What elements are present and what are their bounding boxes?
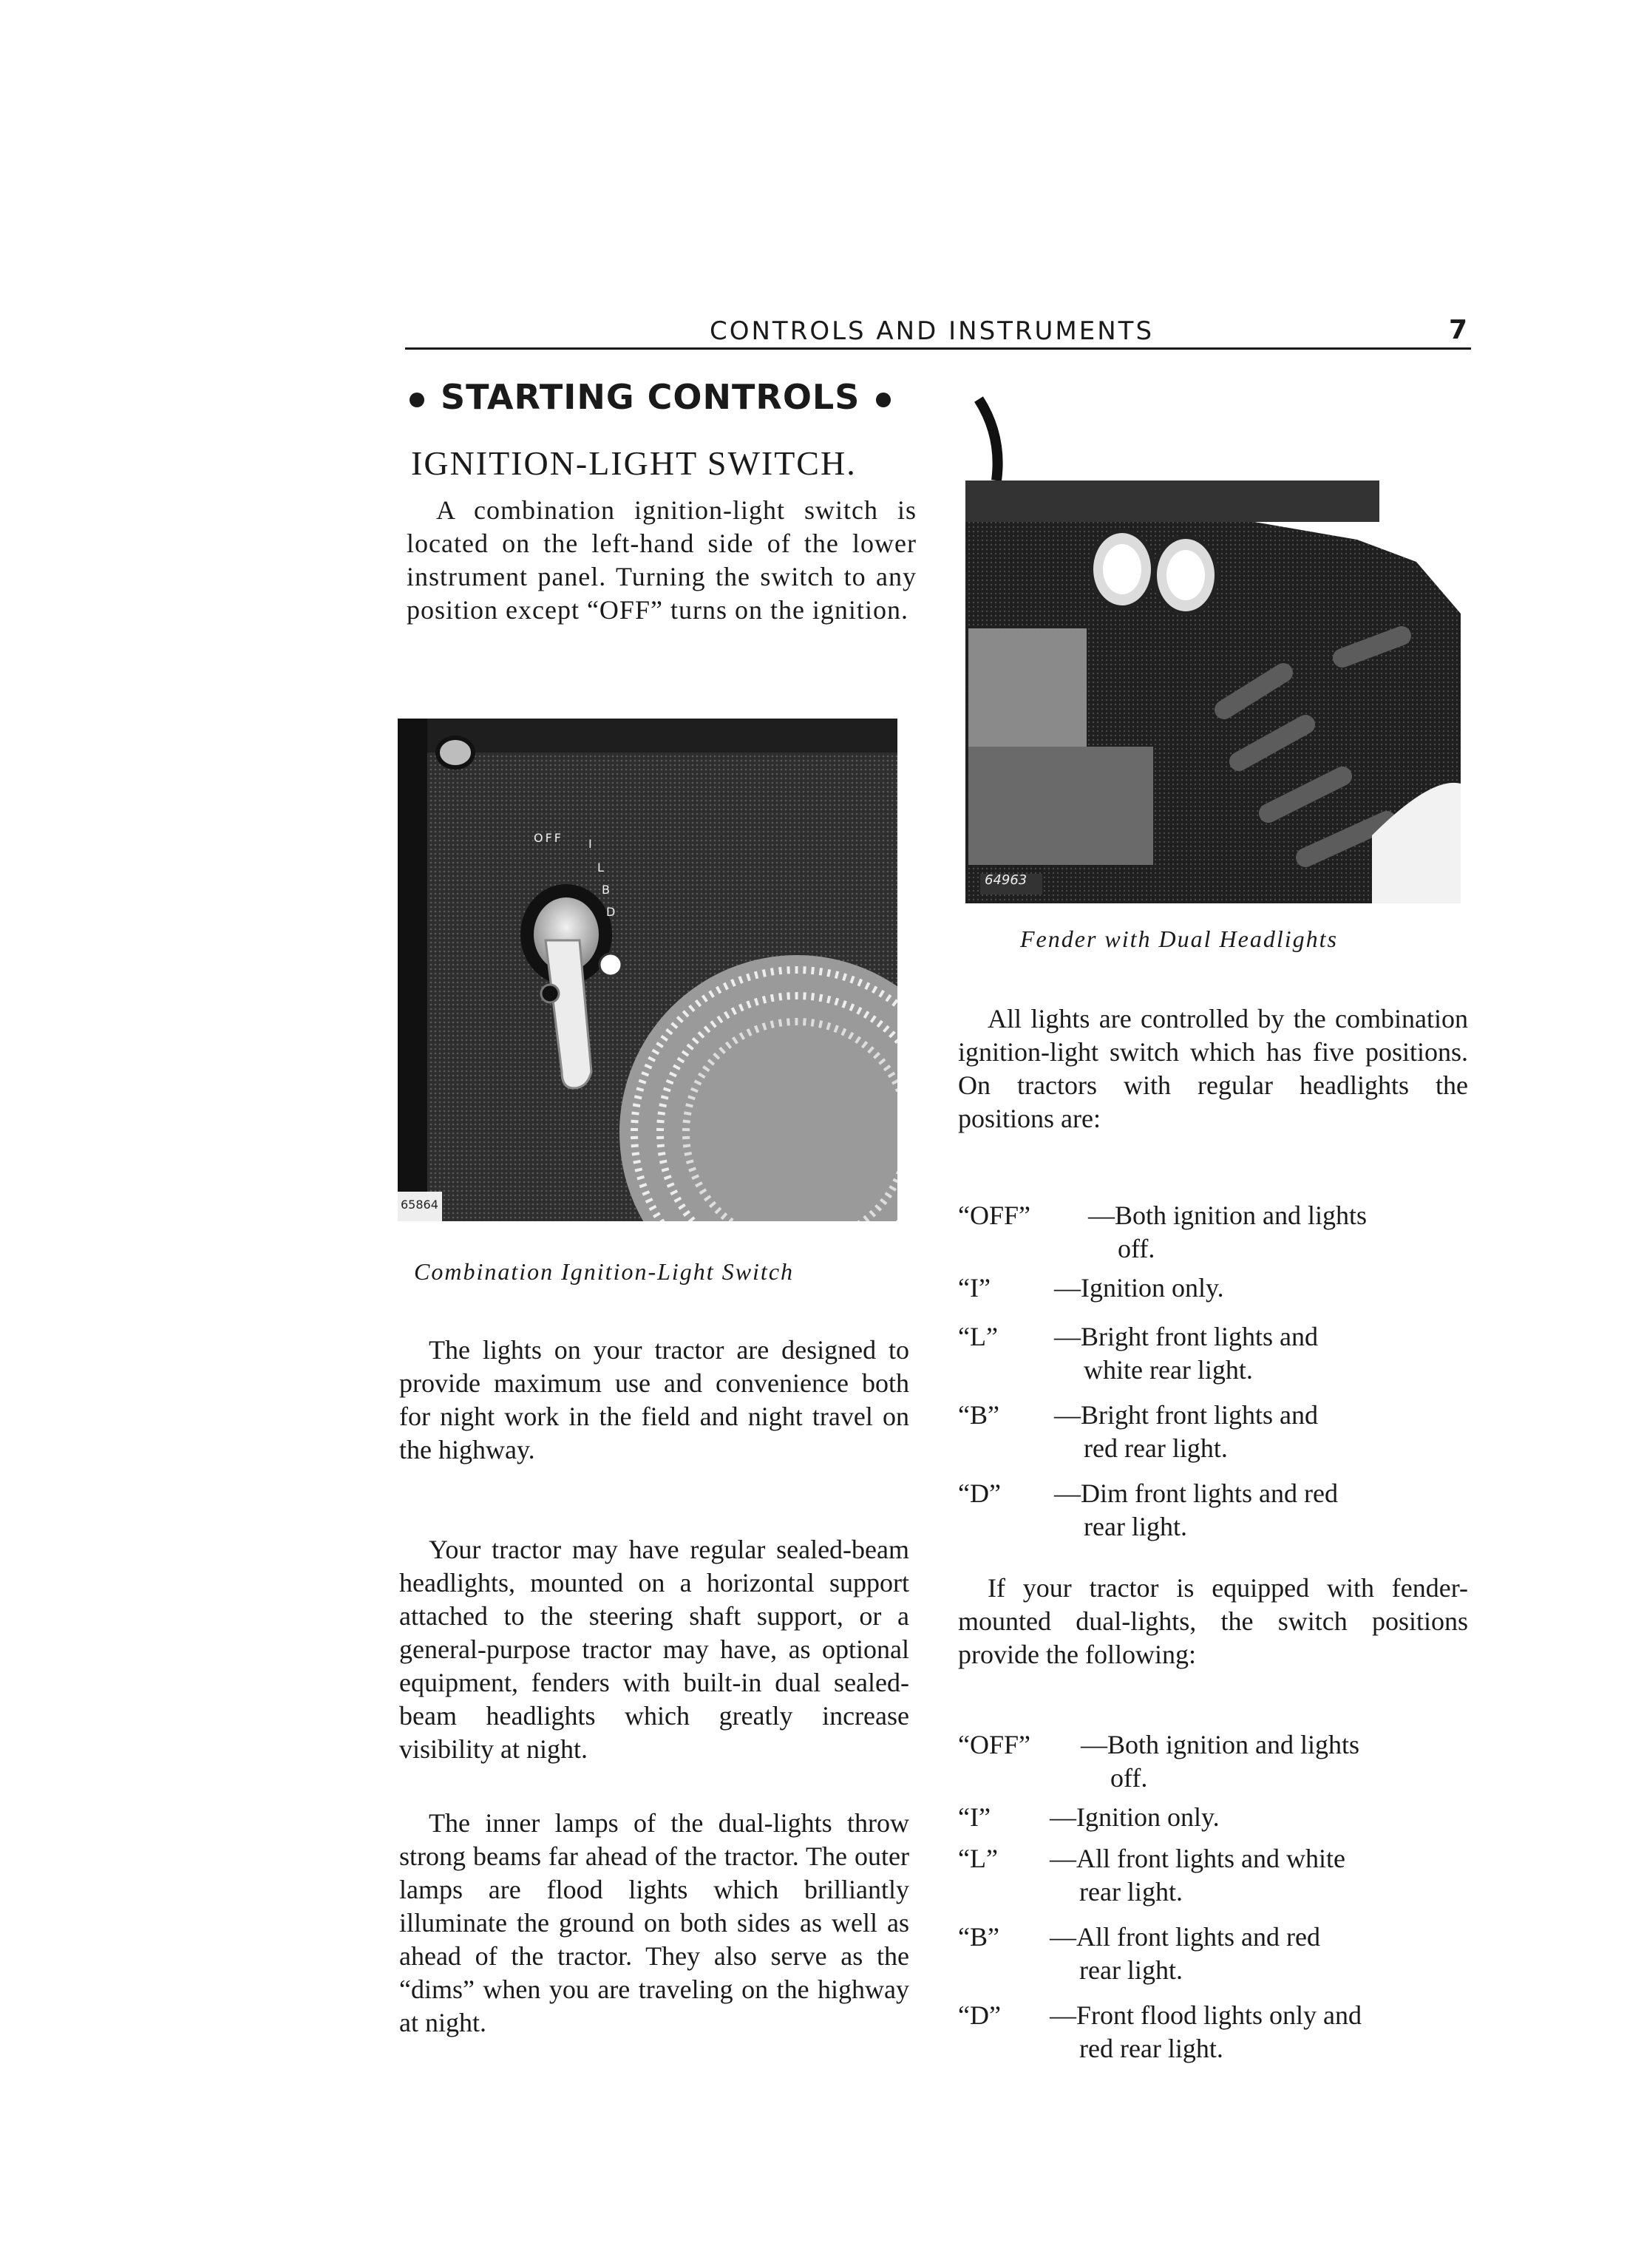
section-heading-text: STARTING CONTROLS: [441, 377, 860, 417]
position-code: “B”: [958, 1922, 999, 1952]
position-code: “I”: [958, 1273, 991, 1303]
position-desc: —Dim front lights and red: [1054, 1478, 1338, 1508]
section-heading: [405, 377, 907, 417]
photo-number: 65864: [401, 1198, 438, 1212]
switch-photo-image: [398, 719, 897, 1221]
positions-intro-paragraph-text: All lights are controlled by the combination ignition-light switch which has five positions. On tractors with regular headlights the positions are:: [958, 1004, 1468, 1133]
position-d: [958, 1477, 1468, 1545]
position-desc: —All front lights and red: [1050, 1922, 1320, 1952]
dual-position-off: [958, 1728, 1468, 1796]
intro-paragraph-text: A combination ignition-light switch is located on the left-hand side of the lower instrument panel. Turning the switch to any position except “OFF” turns on the ignition.: [407, 495, 917, 625]
dual-position-d: [958, 1999, 1468, 2067]
headlights-paragraph-text: Your tractor may have regular sealed-beam headlights, mounted on a horizontal support attached to the steering shaft support, or a general-purpose tractor may have, as optional equipment, fenders with built-in dual sealed-beam headlights which greatly increase visibility at night.: [399, 1535, 909, 1764]
position-i: [958, 1271, 1468, 1305]
position-code: “L”: [958, 1844, 998, 1873]
position-code: “B”: [958, 1400, 999, 1430]
position-desc: —Bright front lights and: [1054, 1322, 1318, 1351]
dual-position-l: [958, 1842, 1468, 1910]
position-desc-cont: rear light.: [1079, 1877, 1183, 1907]
bullet-icon: [410, 393, 424, 407]
dual-intro-paragraph: [958, 1572, 1468, 1671]
dial-label-off: OFF: [534, 831, 563, 845]
dual-position-i: [958, 1801, 1468, 1834]
dual-lights-paragraph-text: The inner lamps of the dual-lights throw strong beams far ahead of the tractor. The outer lamps are flood lights which brilliantly illuminate the ground on both sides as well as ahead of the tractor. They also serve as the “dims” when you are traveling on the highway at night.: [399, 1808, 909, 2037]
dial-label-l: L: [597, 860, 604, 875]
position-desc: —Both ignition and lights: [1088, 1201, 1368, 1230]
position-code: “D”: [958, 2000, 1001, 2030]
position-desc: —Bright front lights and: [1054, 1400, 1318, 1430]
switch-photo: [398, 719, 897, 1221]
sub-heading: IGNITION-LIGHT SWITCH.: [411, 444, 857, 482]
position-code: “I”: [958, 1802, 991, 1832]
position-l: [958, 1320, 1468, 1388]
bullet-icon: [876, 393, 891, 407]
position-code: “OFF”: [958, 1730, 1030, 1759]
positions-intro-paragraph: [958, 1002, 1468, 1135]
position-desc-cont: rear light.: [1079, 1955, 1183, 1985]
position-desc-cont: off.: [1110, 1763, 1148, 1793]
position-desc-cont: red rear light.: [1079, 2034, 1223, 2063]
fender-photo-image: [958, 392, 1461, 903]
position-desc: —Front flood lights only and: [1050, 2000, 1362, 2030]
position-desc-cont: off.: [1118, 1234, 1155, 1263]
position-code: “OFF”: [958, 1201, 1030, 1230]
header-rule: [405, 347, 1471, 350]
position-desc-cont: red rear light.: [1084, 1433, 1228, 1463]
position-code: “D”: [958, 1478, 1001, 1508]
position-desc: —Both ignition and lights: [1081, 1730, 1360, 1759]
fender-photo: [958, 392, 1461, 903]
position-b: [958, 1399, 1468, 1467]
dial-label-i: I: [588, 837, 592, 851]
position-desc-cont: rear light.: [1084, 1512, 1187, 1541]
dual-intro-paragraph-text: If your tractor is equipped with fender-mounted dual-lights, the switch positions provide the following:: [958, 1573, 1468, 1669]
position-desc: —Ignition only.: [1054, 1273, 1224, 1303]
dial-label-d: D: [606, 905, 616, 919]
position-desc: —All front lights and white: [1050, 1844, 1345, 1873]
lights-design-paragraph-text: The lights on your tractor are designed to provide maximum use and convenience both for night work in the field and night travel on the highway.: [399, 1335, 909, 1464]
photo-number: 64963: [985, 872, 1028, 888]
lights-design-paragraph: [399, 1334, 909, 1467]
position-code: “L”: [958, 1322, 998, 1351]
fender-figure-caption: Fender with Dual Headlights: [1020, 926, 1338, 952]
dual-lights-paragraph: [399, 1807, 909, 2040]
dual-position-b: [958, 1921, 1468, 1989]
position-off: [958, 1199, 1468, 1267]
dial-label-b: B: [602, 883, 610, 897]
running-header: CONTROLS AND INSTRUMENTS: [710, 316, 1155, 346]
headlights-paragraph: [399, 1533, 909, 1766]
position-desc: —Ignition only.: [1050, 1802, 1220, 1832]
switch-figure-caption: Combination Ignition-Light Switch: [414, 1258, 795, 1285]
page-number: 7: [1449, 315, 1468, 345]
intro-paragraph: [407, 494, 917, 627]
position-desc-cont: white rear light.: [1084, 1355, 1253, 1385]
